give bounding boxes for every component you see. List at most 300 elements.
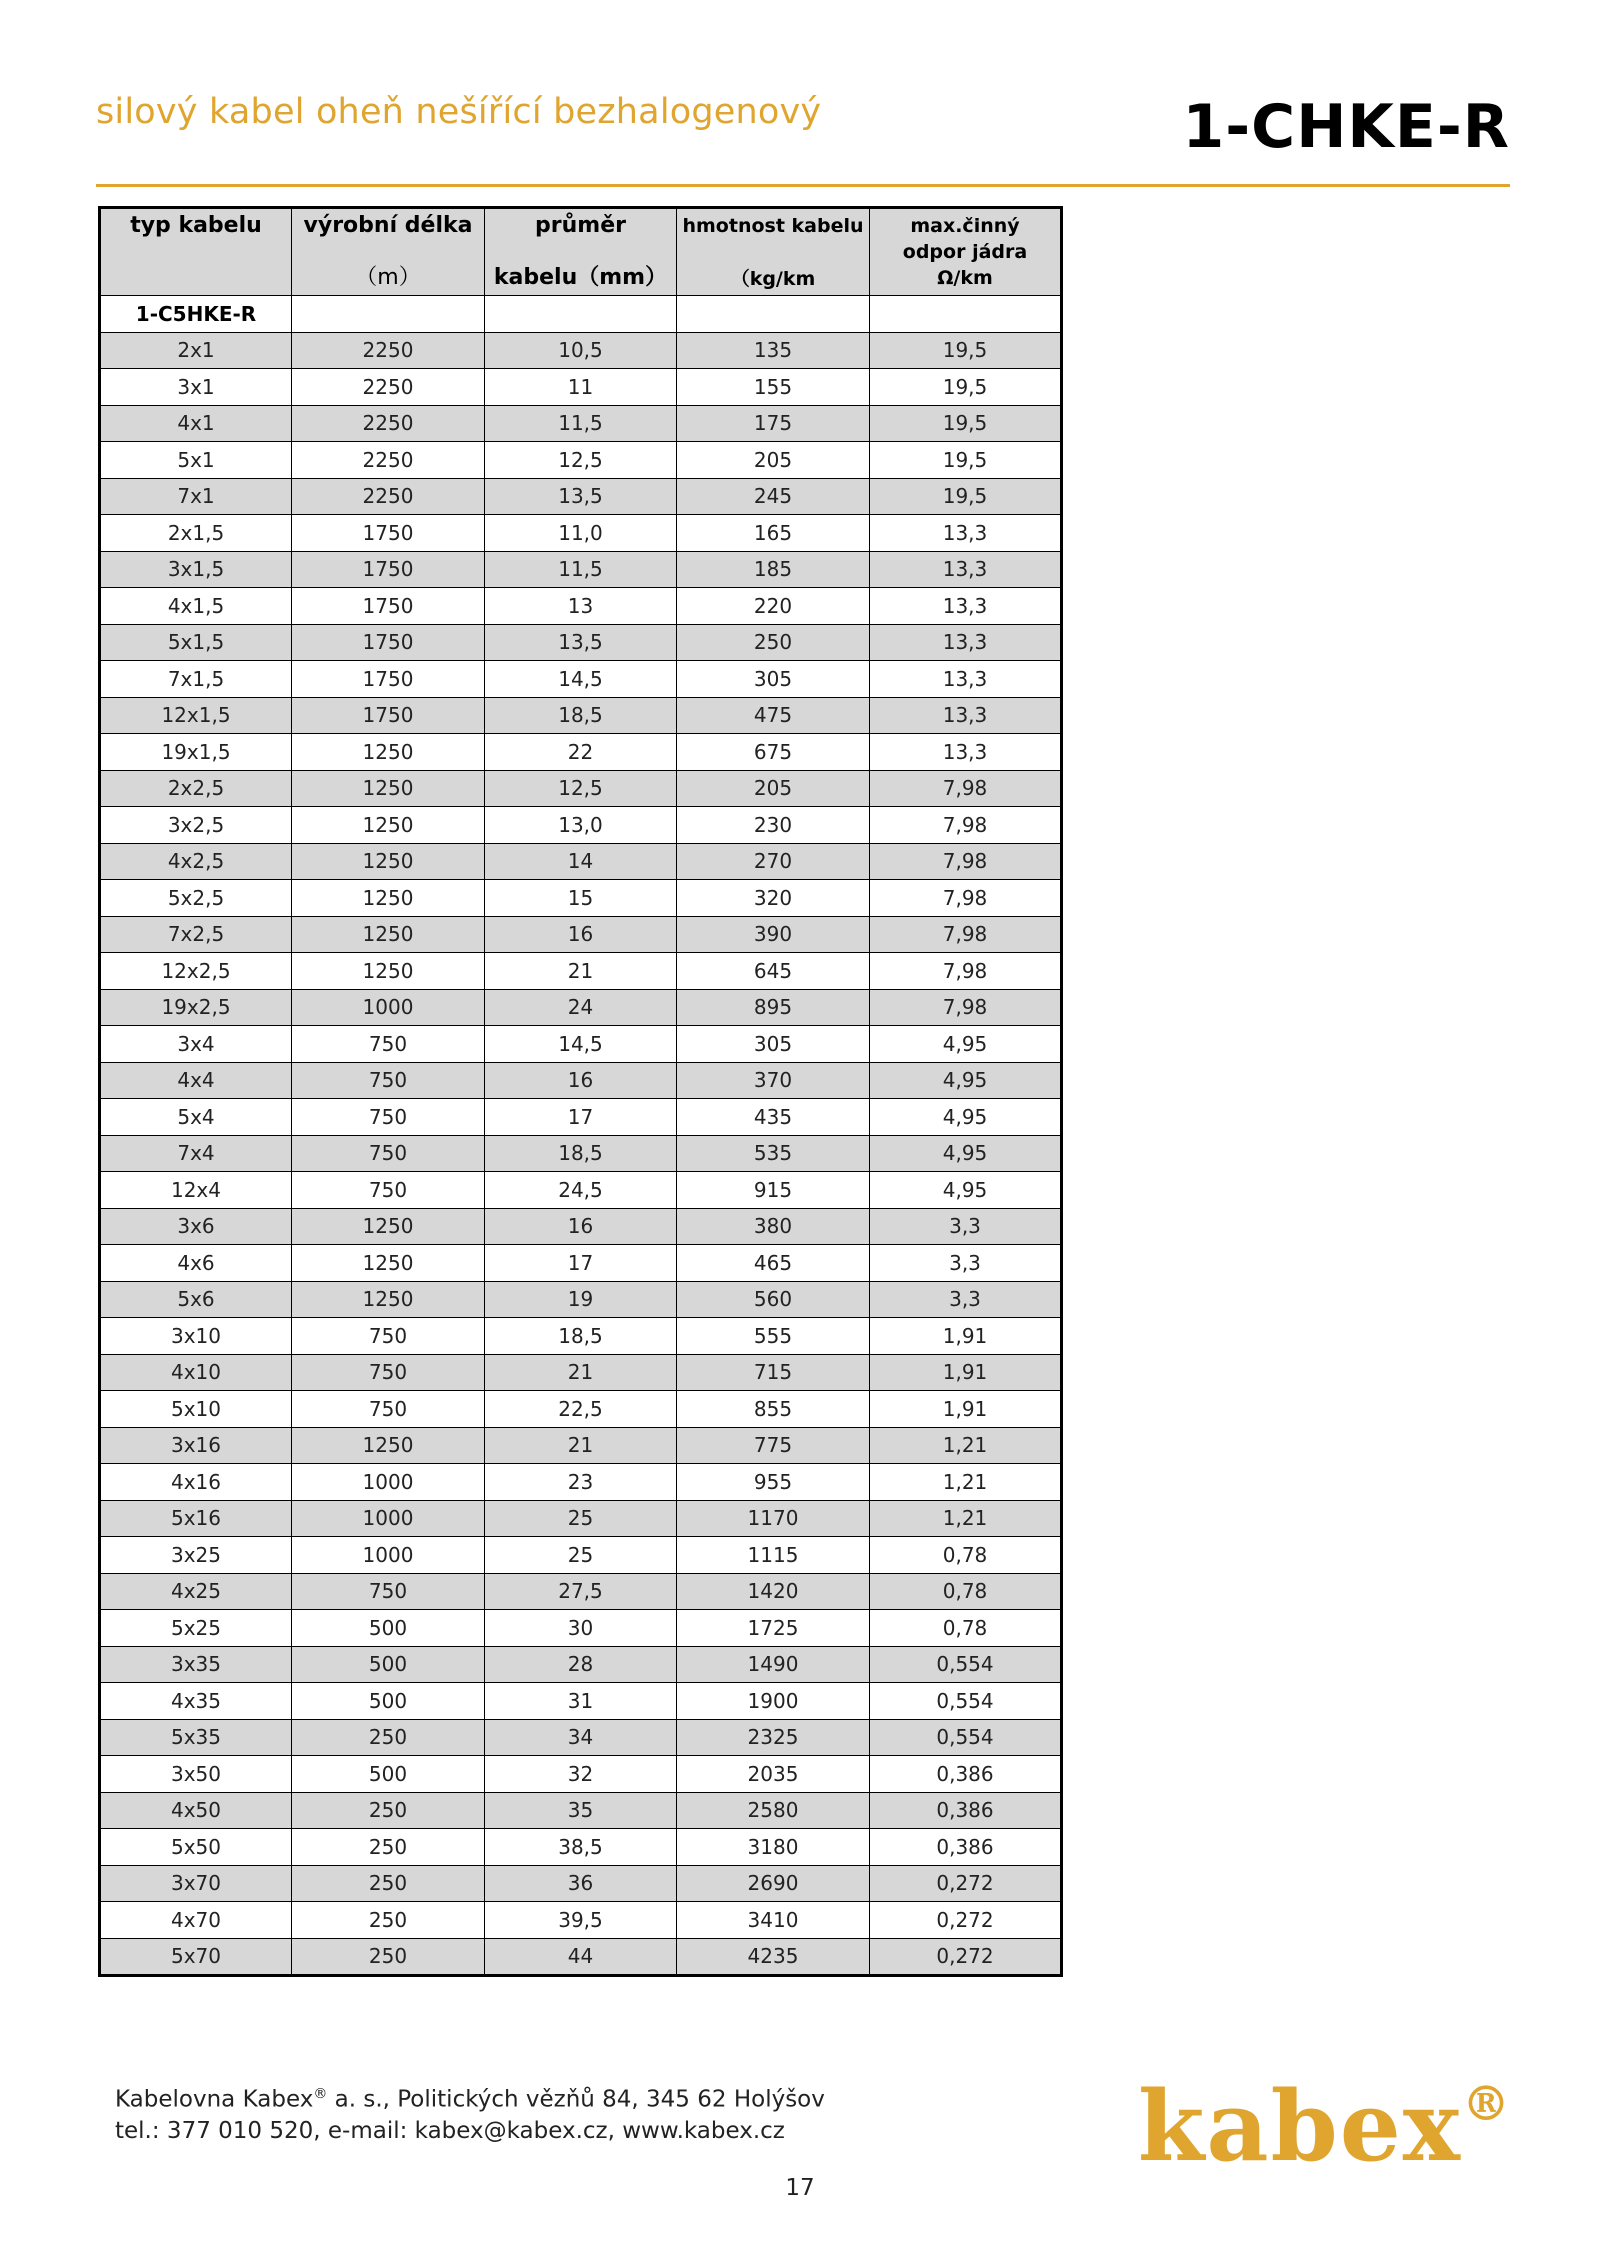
cell-cable-type: 3x2,5 [100, 807, 292, 844]
cell-weight: 775 [677, 1427, 870, 1464]
table-row [100, 1172, 1062, 1209]
cell-length: 500 [292, 1610, 485, 1647]
table-row [100, 1829, 1062, 1866]
cell-weight: 1725 [677, 1610, 870, 1647]
cell-weight: 165 [677, 515, 870, 552]
table-row [100, 1537, 1062, 1574]
cell-weight: 465 [677, 1245, 870, 1282]
cell-cable-type: 3x25 [100, 1537, 292, 1574]
cell-length: 1250 [292, 843, 485, 880]
table-row [100, 369, 1062, 406]
cell-resistance: 4,95 [870, 1172, 1062, 1209]
cell-length: 1750 [292, 661, 485, 698]
group-empty-cell [870, 296, 1062, 333]
group-empty-cell [485, 296, 677, 333]
cell-length: 1750 [292, 588, 485, 625]
cell-diameter: 14,5 [485, 1026, 677, 1063]
cell-cable-type: 3x10 [100, 1318, 292, 1355]
cell-length: 1000 [292, 1500, 485, 1537]
cell-cable-type: 12x4 [100, 1172, 292, 1209]
cell-weight: 175 [677, 405, 870, 442]
table-row [100, 916, 1062, 953]
cell-weight: 715 [677, 1354, 870, 1391]
cell-weight: 955 [677, 1464, 870, 1501]
cell-diameter: 17 [485, 1099, 677, 1136]
table-row [100, 1902, 1062, 1939]
header-diameter-unit: kabelu（mm） [493, 265, 668, 290]
cell-diameter: 13,5 [485, 624, 677, 661]
cell-cable-type: 2x2,5 [100, 770, 292, 807]
table-row [100, 734, 1062, 771]
table-row [100, 770, 1062, 807]
cell-diameter: 13,0 [485, 807, 677, 844]
cell-weight: 560 [677, 1281, 870, 1318]
cell-length: 750 [292, 1391, 485, 1428]
cell-length: 1250 [292, 1208, 485, 1245]
cell-cable-type: 4x1 [100, 405, 292, 442]
table-row [100, 1281, 1062, 1318]
cell-cable-type: 4x35 [100, 1683, 292, 1720]
cell-cable-type: 4x4 [100, 1062, 292, 1099]
cell-resistance: 7,98 [870, 953, 1062, 990]
table-row [100, 1756, 1062, 1793]
cell-resistance: 4,95 [870, 1099, 1062, 1136]
table-row [100, 880, 1062, 917]
cell-resistance: 1,91 [870, 1318, 1062, 1355]
cell-diameter: 14,5 [485, 661, 677, 698]
table-row [100, 624, 1062, 661]
cell-diameter: 32 [485, 1756, 677, 1793]
cell-weight: 895 [677, 989, 870, 1026]
cell-cable-type: 3x35 [100, 1646, 292, 1683]
cell-weight: 1900 [677, 1683, 870, 1720]
cell-length: 750 [292, 1135, 485, 1172]
cell-diameter: 18,5 [485, 1318, 677, 1355]
cell-resistance: 4,95 [870, 1026, 1062, 1063]
cell-resistance: 13,3 [870, 551, 1062, 588]
table-row [100, 551, 1062, 588]
cell-resistance: 0,386 [870, 1756, 1062, 1793]
cell-diameter: 30 [485, 1610, 677, 1647]
cell-diameter: 11,5 [485, 405, 677, 442]
table-row [100, 953, 1062, 990]
table-row [100, 1391, 1062, 1428]
cell-resistance: 7,98 [870, 880, 1062, 917]
cell-cable-type: 2x1,5 [100, 515, 292, 552]
cell-cable-type: 4x6 [100, 1245, 292, 1282]
cell-diameter: 18,5 [485, 697, 677, 734]
cell-cable-type: 4x25 [100, 1573, 292, 1610]
cell-cable-type: 5x1 [100, 442, 292, 479]
header-diameter-label: průměr [535, 213, 626, 238]
cell-length: 1750 [292, 624, 485, 661]
cell-diameter: 22,5 [485, 1391, 677, 1428]
cell-resistance: 0,78 [870, 1537, 1062, 1574]
cell-length: 1750 [292, 515, 485, 552]
cell-weight: 250 [677, 624, 870, 661]
footer-reg-mark: ® [313, 2086, 328, 2102]
footer-address [115, 2086, 825, 2113]
cell-cable-type: 7x2,5 [100, 916, 292, 953]
cell-diameter: 22 [485, 734, 677, 771]
cell-diameter: 11 [485, 369, 677, 406]
header-weight-unit: （kg/km [730, 268, 816, 290]
cell-resistance: 7,98 [870, 989, 1062, 1026]
cell-length: 750 [292, 1354, 485, 1391]
header-resistance-line1: max.činný [910, 215, 1020, 237]
cell-cable-type: 19x1,5 [100, 734, 292, 771]
cell-diameter: 15 [485, 880, 677, 917]
cell-weight: 1490 [677, 1646, 870, 1683]
cable-spec-table [98, 206, 1063, 1977]
cell-resistance: 3,3 [870, 1208, 1062, 1245]
cell-length: 750 [292, 1172, 485, 1209]
cell-diameter: 36 [485, 1865, 677, 1902]
cell-cable-type: 4x1,5 [100, 588, 292, 625]
cell-cable-type: 7x1,5 [100, 661, 292, 698]
table-row [100, 1646, 1062, 1683]
cell-weight: 3410 [677, 1902, 870, 1939]
cell-resistance: 4,95 [870, 1062, 1062, 1099]
cell-weight: 535 [677, 1135, 870, 1172]
header-resistance [870, 208, 1062, 296]
cell-weight: 380 [677, 1208, 870, 1245]
cell-resistance: 1,91 [870, 1391, 1062, 1428]
cell-length: 500 [292, 1646, 485, 1683]
cell-diameter: 12,5 [485, 442, 677, 479]
table-row [100, 697, 1062, 734]
cell-cable-type: 5x10 [100, 1391, 292, 1428]
cell-weight: 305 [677, 661, 870, 698]
header-production-length [292, 208, 485, 296]
table-row [100, 588, 1062, 625]
table-header-row [100, 208, 1062, 296]
table-row [100, 1464, 1062, 1501]
cell-resistance: 0,554 [870, 1683, 1062, 1720]
cell-weight: 245 [677, 478, 870, 515]
cell-cable-type: 3x16 [100, 1427, 292, 1464]
cell-weight: 2035 [677, 1756, 870, 1793]
cell-weight: 1115 [677, 1537, 870, 1574]
logo-text: kabex [1137, 2070, 1462, 2183]
cell-weight: 205 [677, 770, 870, 807]
table-row [100, 442, 1062, 479]
cell-resistance: 0,554 [870, 1719, 1062, 1756]
page-number: 17 [785, 2175, 815, 2201]
header-divider [96, 184, 1510, 187]
cell-resistance: 7,98 [870, 770, 1062, 807]
table-row [100, 807, 1062, 844]
cell-weight: 435 [677, 1099, 870, 1136]
cell-resistance: 7,98 [870, 843, 1062, 880]
cell-diameter: 39,5 [485, 1902, 677, 1939]
cell-cable-type: 3x50 [100, 1756, 292, 1793]
cell-weight: 3180 [677, 1829, 870, 1866]
cell-weight: 370 [677, 1062, 870, 1099]
cell-length: 1250 [292, 880, 485, 917]
cell-resistance: 0,78 [870, 1573, 1062, 1610]
cell-diameter: 25 [485, 1537, 677, 1574]
table-row [100, 1427, 1062, 1464]
cell-weight: 675 [677, 734, 870, 771]
header-diameter [485, 208, 677, 296]
cell-cable-type: 7x1 [100, 478, 292, 515]
cell-diameter: 23 [485, 1464, 677, 1501]
cell-diameter: 28 [485, 1646, 677, 1683]
cell-cable-type: 4x50 [100, 1792, 292, 1829]
cell-length: 500 [292, 1683, 485, 1720]
cell-weight: 220 [677, 588, 870, 625]
cell-diameter: 11,0 [485, 515, 677, 552]
header-resistance-line3: Ω/km [937, 267, 993, 289]
table-row [100, 1354, 1062, 1391]
cell-diameter: 21 [485, 1354, 677, 1391]
cell-diameter: 44 [485, 1938, 677, 1976]
table-row [100, 478, 1062, 515]
cell-length: 1000 [292, 989, 485, 1026]
cell-cable-type: 3x1,5 [100, 551, 292, 588]
cell-resistance: 0,272 [870, 1938, 1062, 1976]
cell-diameter: 21 [485, 1427, 677, 1464]
header-weight [677, 208, 870, 296]
cell-weight: 1170 [677, 1500, 870, 1537]
cell-resistance: 19,5 [870, 405, 1062, 442]
cell-diameter: 16 [485, 1208, 677, 1245]
cell-length: 2250 [292, 442, 485, 479]
table-row [100, 515, 1062, 552]
cell-resistance: 7,98 [870, 916, 1062, 953]
cell-weight: 2690 [677, 1865, 870, 1902]
cell-length: 1000 [292, 1464, 485, 1501]
table-row [100, 1208, 1062, 1245]
table-row [100, 661, 1062, 698]
cell-diameter: 24 [485, 989, 677, 1026]
cell-diameter: 19 [485, 1281, 677, 1318]
cell-cable-type: 3x4 [100, 1026, 292, 1063]
header-length-label: výrobní délka [303, 213, 473, 238]
cell-resistance: 1,91 [870, 1354, 1062, 1391]
cell-length: 2250 [292, 405, 485, 442]
cell-length: 1750 [292, 551, 485, 588]
cell-length: 1000 [292, 1537, 485, 1574]
cell-cable-type: 4x16 [100, 1464, 292, 1501]
cell-resistance: 19,5 [870, 478, 1062, 515]
cell-resistance: 0,78 [870, 1610, 1062, 1647]
cell-length: 2250 [292, 332, 485, 369]
cell-resistance: 0,386 [870, 1829, 1062, 1866]
cell-resistance: 13,3 [870, 624, 1062, 661]
cell-length: 1750 [292, 697, 485, 734]
cell-resistance: 0,386 [870, 1792, 1062, 1829]
cell-diameter: 18,5 [485, 1135, 677, 1172]
cell-diameter: 24,5 [485, 1172, 677, 1209]
cell-resistance: 3,3 [870, 1245, 1062, 1282]
cell-diameter: 27,5 [485, 1573, 677, 1610]
cell-length: 750 [292, 1573, 485, 1610]
cell-resistance: 1,21 [870, 1500, 1062, 1537]
cell-cable-type: 4x2,5 [100, 843, 292, 880]
cell-cable-type: 5x6 [100, 1281, 292, 1318]
cell-length: 1250 [292, 807, 485, 844]
cell-weight: 320 [677, 880, 870, 917]
cell-length: 250 [292, 1938, 485, 1976]
cell-length: 750 [292, 1026, 485, 1063]
cell-diameter: 38,5 [485, 1829, 677, 1866]
table-row [100, 843, 1062, 880]
cell-weight: 475 [677, 697, 870, 734]
header-weight-label: hmotnost kabelu [682, 215, 864, 237]
cell-resistance: 19,5 [870, 442, 1062, 479]
cell-resistance: 1,21 [870, 1427, 1062, 1464]
cell-length: 1250 [292, 1281, 485, 1318]
cell-cable-type: 4x70 [100, 1902, 292, 1939]
page-subtitle: silový kabel oheň nešířící bezhalogenový [96, 92, 822, 132]
cell-weight: 185 [677, 551, 870, 588]
cell-length: 750 [292, 1318, 485, 1355]
cell-diameter: 12,5 [485, 770, 677, 807]
table-row [100, 1135, 1062, 1172]
table-row [100, 1500, 1062, 1537]
cell-length: 2250 [292, 478, 485, 515]
cell-diameter: 34 [485, 1719, 677, 1756]
cell-cable-type: 5x35 [100, 1719, 292, 1756]
cell-weight: 855 [677, 1391, 870, 1428]
cell-resistance: 0,554 [870, 1646, 1062, 1683]
logo-reg-mark: ® [1462, 2076, 1512, 2132]
cell-length: 250 [292, 1902, 485, 1939]
cell-resistance: 13,3 [870, 588, 1062, 625]
cell-resistance: 13,3 [870, 661, 1062, 698]
cell-resistance: 0,272 [870, 1902, 1062, 1939]
cell-cable-type: 3x6 [100, 1208, 292, 1245]
cell-weight: 2325 [677, 1719, 870, 1756]
cell-resistance: 3,3 [870, 1281, 1062, 1318]
group-empty-cell [292, 296, 485, 333]
cell-weight: 4235 [677, 1938, 870, 1976]
group-row [100, 296, 1062, 333]
table-row [100, 1938, 1062, 1976]
table-row [100, 1245, 1062, 1282]
header-resistance-line2: odpor jádra [902, 241, 1028, 263]
cell-weight: 1420 [677, 1573, 870, 1610]
cell-diameter: 16 [485, 1062, 677, 1099]
cell-diameter: 11,5 [485, 551, 677, 588]
cell-diameter: 13,5 [485, 478, 677, 515]
cell-weight: 555 [677, 1318, 870, 1355]
footer-contact: tel.: 377 010 520, e-mail: kabex@kabex.cz, www.kabex.cz [115, 2118, 785, 2144]
cell-diameter: 13 [485, 588, 677, 625]
cell-resistance: 13,3 [870, 734, 1062, 771]
table-row [100, 1062, 1062, 1099]
cell-length: 250 [292, 1719, 485, 1756]
cell-cable-type: 5x2,5 [100, 880, 292, 917]
cell-weight: 270 [677, 843, 870, 880]
cell-length: 250 [292, 1829, 485, 1866]
table-row [100, 1099, 1062, 1136]
footer-address-text: a. s., Politických vězňů 84, 345 62 Holýšov [327, 2086, 825, 2113]
cell-cable-type: 2x1 [100, 332, 292, 369]
group-label: 1-C5HKE-R [100, 296, 292, 333]
cell-cable-type: 5x4 [100, 1099, 292, 1136]
cell-resistance: 4,95 [870, 1135, 1062, 1172]
cell-cable-type: 12x1,5 [100, 697, 292, 734]
cell-length: 750 [292, 1062, 485, 1099]
table-row [100, 1865, 1062, 1902]
cell-diameter: 21 [485, 953, 677, 990]
cell-length: 1250 [292, 1427, 485, 1464]
cell-cable-type: 19x2,5 [100, 989, 292, 1026]
cell-weight: 155 [677, 369, 870, 406]
cell-cable-type: 3x70 [100, 1865, 292, 1902]
table-row [100, 1573, 1062, 1610]
table-row [100, 1610, 1062, 1647]
header-cable-type-label: typ kabelu [130, 213, 262, 238]
cell-length: 500 [292, 1756, 485, 1793]
cell-cable-type: 12x2,5 [100, 953, 292, 990]
page-title: 1-CHKE-R [1182, 92, 1510, 162]
cell-length: 250 [292, 1865, 485, 1902]
cell-resistance: 19,5 [870, 369, 1062, 406]
group-empty-cell [677, 296, 870, 333]
cell-weight: 205 [677, 442, 870, 479]
cell-diameter: 35 [485, 1792, 677, 1829]
cell-weight: 390 [677, 916, 870, 953]
cell-length: 750 [292, 1099, 485, 1136]
cell-length: 1250 [292, 953, 485, 990]
cell-cable-type: 3x1 [100, 369, 292, 406]
cell-diameter: 25 [485, 1500, 677, 1537]
cell-diameter: 17 [485, 1245, 677, 1282]
table-row [100, 405, 1062, 442]
cell-resistance: 13,3 [870, 697, 1062, 734]
cell-weight: 230 [677, 807, 870, 844]
cell-cable-type: 7x4 [100, 1135, 292, 1172]
cell-cable-type: 5x70 [100, 1938, 292, 1976]
cell-resistance: 19,5 [870, 332, 1062, 369]
cell-resistance: 0,272 [870, 1865, 1062, 1902]
table-row [100, 332, 1062, 369]
cell-diameter: 31 [485, 1683, 677, 1720]
cell-diameter: 14 [485, 843, 677, 880]
cell-length: 1250 [292, 734, 485, 771]
cell-resistance: 1,21 [870, 1464, 1062, 1501]
cell-resistance: 13,3 [870, 515, 1062, 552]
table-row [100, 1026, 1062, 1063]
cell-cable-type: 4x10 [100, 1354, 292, 1391]
table-row [100, 1683, 1062, 1720]
kabex-logo [1138, 2070, 1512, 2183]
cell-length: 1250 [292, 916, 485, 953]
cell-weight: 135 [677, 332, 870, 369]
header-length-unit: （m） [355, 265, 421, 290]
cell-weight: 2580 [677, 1792, 870, 1829]
table-row [100, 1719, 1062, 1756]
cell-cable-type: 5x1,5 [100, 624, 292, 661]
footer-company: Kabelovna Kabex [115, 2086, 314, 2113]
cell-cable-type: 5x50 [100, 1829, 292, 1866]
table-body [100, 296, 1062, 1976]
header-cable-type [100, 208, 292, 296]
cell-weight: 305 [677, 1026, 870, 1063]
cell-length: 2250 [292, 369, 485, 406]
cell-cable-type: 5x16 [100, 1500, 292, 1537]
table-row [100, 989, 1062, 1026]
cell-length: 1250 [292, 1245, 485, 1282]
cell-length: 1250 [292, 770, 485, 807]
table-row [100, 1318, 1062, 1355]
table-row [100, 1792, 1062, 1829]
cell-cable-type: 5x25 [100, 1610, 292, 1647]
